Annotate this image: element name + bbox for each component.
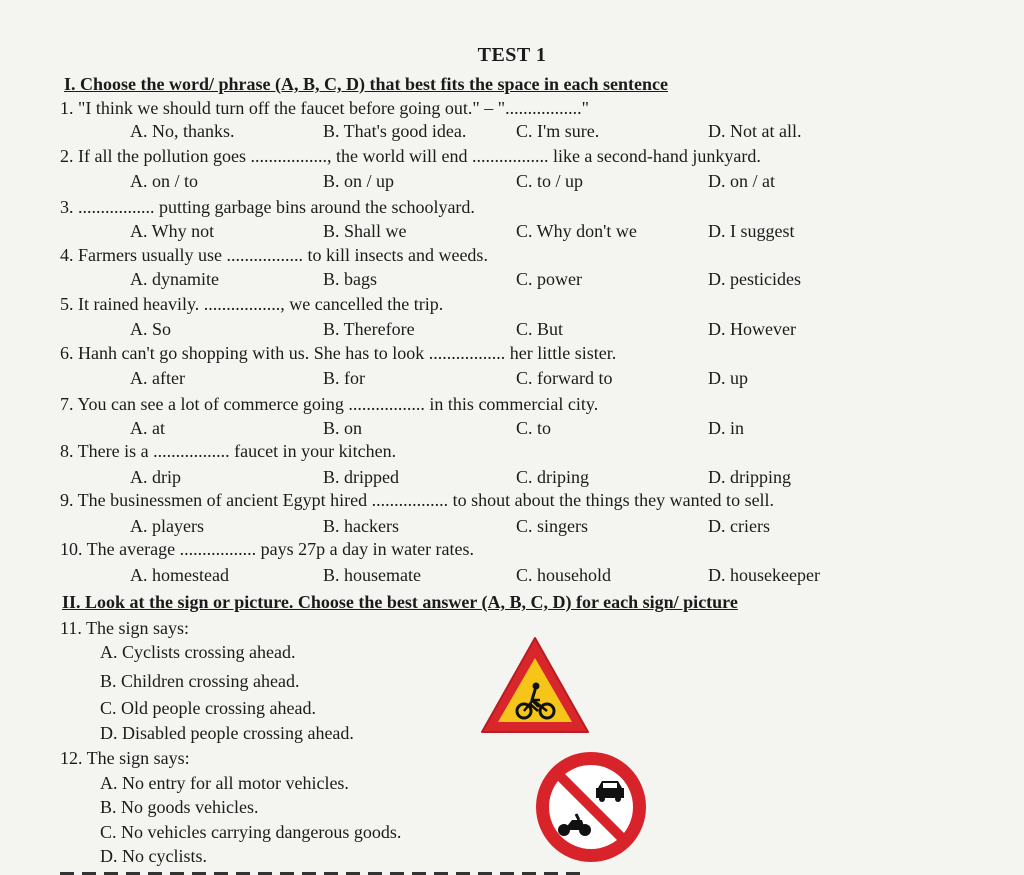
q4-option-a: A. dynamite xyxy=(130,269,219,289)
q5-option-a: A. So xyxy=(130,319,172,339)
q3-option-c: C. Why don't we xyxy=(516,221,637,241)
q10-option-d: D. housekeeper xyxy=(708,565,820,585)
q1-option-d: D. Not at all. xyxy=(708,121,802,141)
q12-option-b: B. No goods vehicles. xyxy=(100,797,259,817)
q7-option-b: B. on xyxy=(323,418,363,438)
q3-option-a: A. Why not xyxy=(130,221,215,241)
q7-option-d: D. in xyxy=(708,418,744,438)
q6-option-c: C. forward to xyxy=(516,368,613,388)
question-5: 5. It rained heavily. ................., we cancelled the trip. xyxy=(60,294,444,314)
q3-option-d: D. I suggest xyxy=(708,221,795,241)
q6-option-d: D. up xyxy=(708,368,748,388)
q12-option-c: C. No vehicles carrying dangerous goods. xyxy=(100,822,402,842)
q4-option-b: B. bags xyxy=(323,269,377,289)
q4-option-c: C. power xyxy=(516,269,582,289)
q8-option-b: B. dripped xyxy=(323,467,399,487)
question-10: 10. The average ................. pays 27p a day in water rates. xyxy=(60,539,475,559)
q10-option-a: A. homestead xyxy=(130,565,229,585)
q2-option-d: D. on / at xyxy=(708,171,775,191)
q6-option-b: B. for xyxy=(323,368,365,388)
q1-option-c: C. I'm sure. xyxy=(516,121,600,141)
q7-option-a: A. at xyxy=(130,418,165,438)
no-motor-vehicles-sign-icon xyxy=(532,748,650,866)
q8-option-a: A. drip xyxy=(130,467,181,487)
question-1: 1. "I think we should turn off the faucet before going out." – "................." xyxy=(60,98,589,118)
question-3: 3. ................. putting garbage bins around the schoolyard. xyxy=(60,197,475,217)
q2-option-c: C. to / up xyxy=(516,171,584,191)
question-12: 12. The sign says: xyxy=(60,748,190,768)
question-2: 2. If all the pollution goes ................., the world will end ................. like a second-hand junkyard. xyxy=(60,146,761,166)
q10-option-c: C. household xyxy=(516,565,612,585)
q5-option-d: D. However xyxy=(708,319,796,339)
q1-option-b: B. That's good idea. xyxy=(323,121,467,141)
q11-option-c: C. Old people crossing ahead. xyxy=(100,698,316,718)
question-4: 4. Farmers usually use ................. to kill insects and weeds. xyxy=(60,245,488,265)
q11-option-b: B. Children crossing ahead. xyxy=(100,671,300,691)
q9-option-a: A. players xyxy=(130,516,204,536)
q8-option-d: D. dripping xyxy=(708,467,791,487)
q12-option-d: D. No cyclists. xyxy=(100,846,207,866)
q3-option-b: B. Shall we xyxy=(323,221,407,241)
question-8: 8. There is a ................. faucet in your kitchen. xyxy=(60,441,397,461)
q10-option-b: B. housemate xyxy=(323,565,421,585)
section-2-heading: II. Look at the sign or picture. Choose the best answer (A, B, C, D) for each sign/ picture xyxy=(62,592,738,612)
q12-option-a: A. No entry for all motor vehicles. xyxy=(100,773,349,793)
q5-option-b: B. Therefore xyxy=(323,319,415,339)
q9-option-d: D. criers xyxy=(708,516,770,536)
q4-option-d: D. pesticides xyxy=(708,269,801,289)
q11-option-d: D. Disabled people crossing ahead. xyxy=(100,723,354,743)
question-6: 6. Hanh can't go shopping with us. She has to look ................. her little sister. xyxy=(60,343,617,363)
page-title: TEST 1 xyxy=(477,44,547,66)
question-9: 9. The businessmen of ancient Egypt hired ................. to shout about the things they wanted to sell. xyxy=(60,490,775,510)
q1-option-a: A. No, thanks. xyxy=(130,121,235,141)
section-1-heading: I. Choose the word/ phrase (A, B, C, D) that best fits the space in each sentence xyxy=(64,74,668,94)
q2-option-b: B. on / up xyxy=(323,171,395,191)
q2-option-a: A. on / to xyxy=(130,171,199,191)
question-7: 7. You can see a lot of commerce going ................. in this commercial city. xyxy=(60,394,599,414)
q11-option-a: A. Cyclists crossing ahead. xyxy=(100,642,296,662)
question-11: 11. The sign says: xyxy=(60,618,189,638)
cyclist-warning-sign-icon xyxy=(478,634,592,736)
q9-option-b: B. hackers xyxy=(323,516,399,536)
cut-off-next-heading xyxy=(60,866,580,875)
q5-option-c: C. But xyxy=(516,319,564,339)
q6-option-a: A. after xyxy=(130,368,185,388)
q7-option-c: C. to xyxy=(516,418,552,438)
q9-option-c: C. singers xyxy=(516,516,588,536)
q8-option-c: C. driping xyxy=(516,467,590,487)
